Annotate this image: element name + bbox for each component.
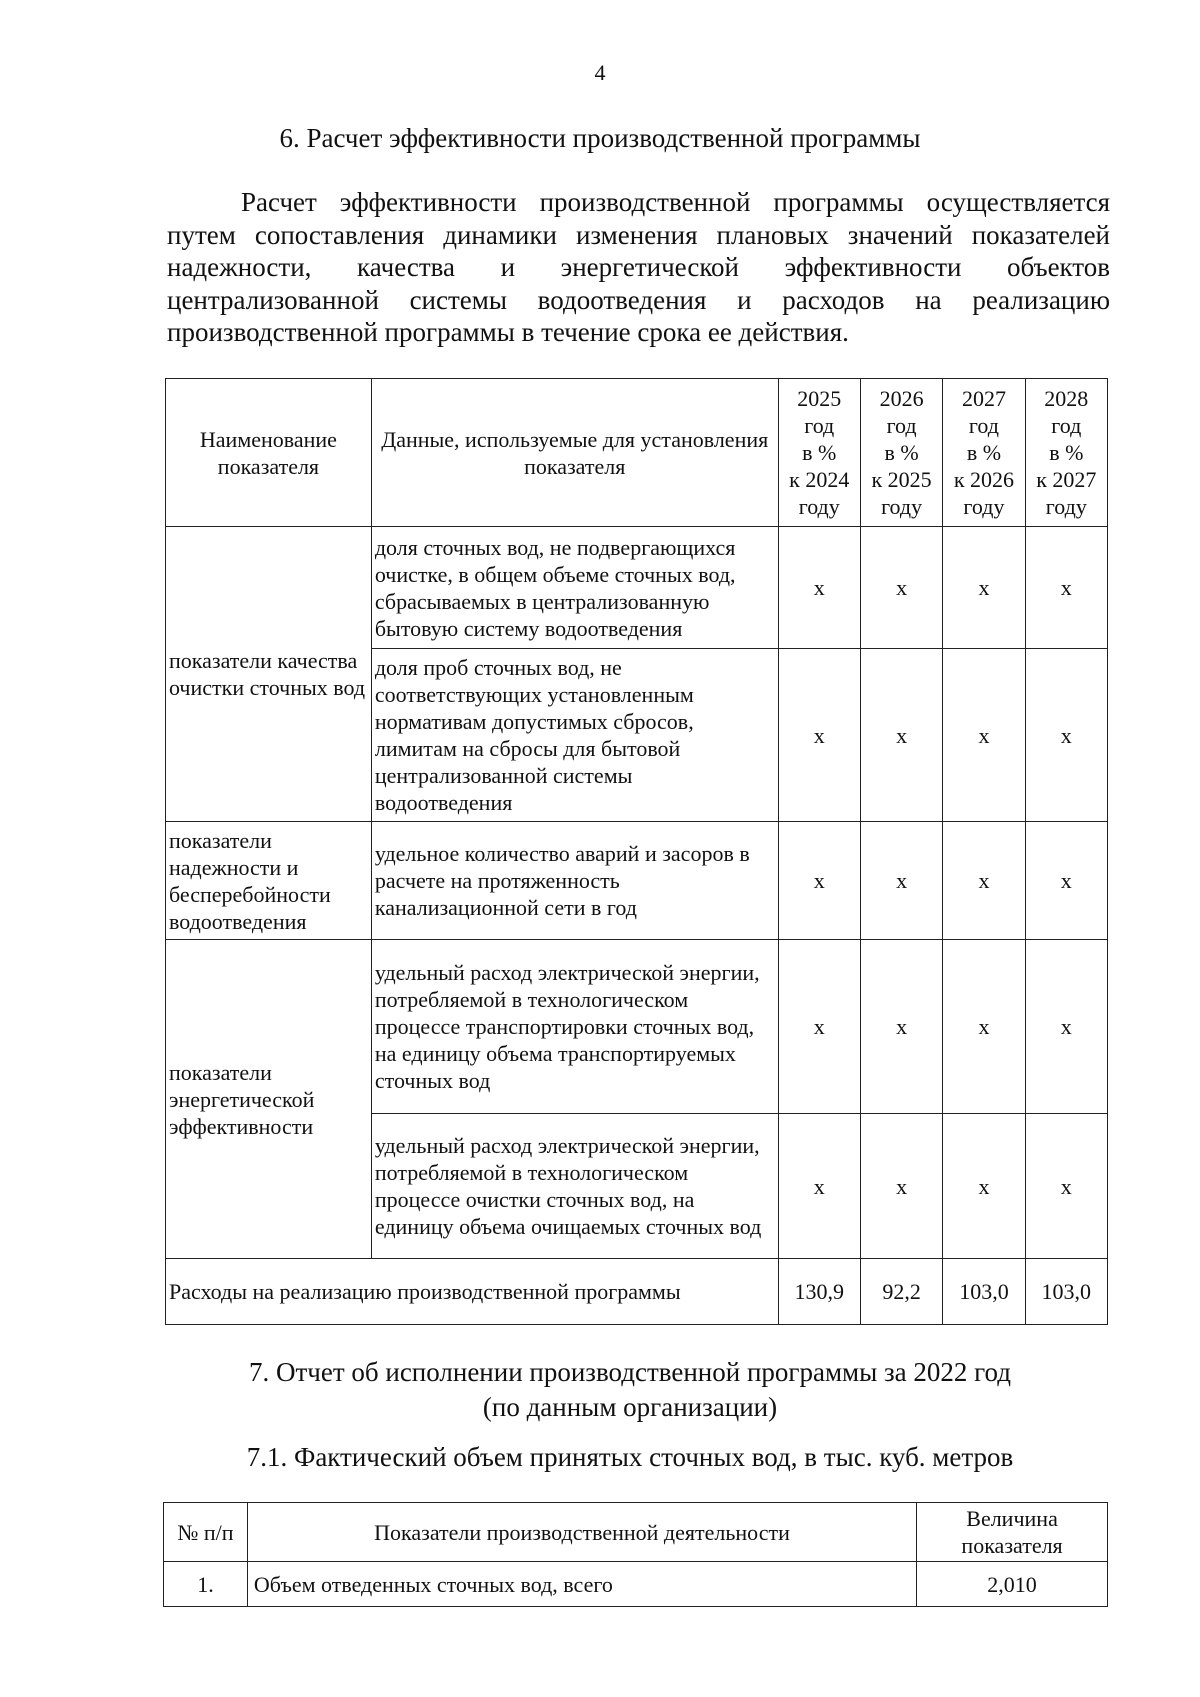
table-header-row bbox=[164, 1503, 1108, 1562]
row-data: доля сточных вод, не подвергающихся очистке, в общем объеме сточных вод, сбрасываемых в централизованную бытовую систему водоотведения bbox=[371, 527, 778, 649]
row-value: x bbox=[943, 649, 1025, 822]
row-value: x bbox=[943, 527, 1025, 649]
efficiency-table bbox=[165, 378, 1108, 1325]
table-row bbox=[166, 527, 1108, 649]
header-year-2025: 2025 год в % к 2024 году bbox=[778, 379, 860, 527]
row-value: x bbox=[943, 940, 1025, 1114]
row-value: x bbox=[943, 1114, 1025, 1259]
table-row bbox=[166, 822, 1108, 940]
row-value: x bbox=[778, 649, 860, 822]
total-value: 92,2 bbox=[860, 1259, 942, 1325]
section-6-paragraph: Расчет эффективности производственной программы осуществляется путем сопоставления динамики изменения плановых значений показателей надежности, качества и энергетической эффективности объектов централизованной системы водоотведения и расходов на реализацию производственной программы в течение срока ее действия. bbox=[167, 187, 1110, 347]
header-value: Величина показателя bbox=[917, 1503, 1108, 1562]
row-value: x bbox=[778, 940, 860, 1114]
row-value: x bbox=[1025, 1114, 1107, 1259]
total-value: 103,0 bbox=[1025, 1259, 1107, 1325]
section-7-1-title: 7.1. Фактический объем принятых сточных вод, в тыс. куб. метров bbox=[246, 1442, 1014, 1472]
section-6-title: 6. Расчет эффективности производственной программы bbox=[279, 123, 921, 153]
row-data: доля проб сточных вод, не соответствующих установленным нормативам допустимых сбросов, лимитам на сбросы для бытовой централизованной системы водоотведения bbox=[371, 649, 778, 822]
row-value: x bbox=[860, 1114, 942, 1259]
section-7-title: 7. Отчет об исполнении производственной программы за 2022 год bbox=[248, 1357, 1012, 1387]
header-indicator: Показатели производственной деятельности bbox=[247, 1503, 916, 1562]
row-value: x bbox=[860, 822, 942, 940]
row-num: 1. bbox=[164, 1562, 248, 1607]
row-value: x bbox=[943, 822, 1025, 940]
page-number: 4 bbox=[594, 60, 606, 85]
total-row bbox=[166, 1259, 1108, 1325]
table-row bbox=[164, 1562, 1108, 1607]
row-value: x bbox=[860, 940, 942, 1114]
group-energy: показатели энергетической эффективности bbox=[166, 940, 372, 1259]
table-header-row bbox=[166, 379, 1108, 527]
row-value: x bbox=[1025, 822, 1107, 940]
row-value: x bbox=[1025, 649, 1107, 822]
group-quality: показатели качества очистки сточных вод bbox=[166, 527, 372, 822]
row-name: Объем отведенных сточных вод, всего bbox=[247, 1562, 916, 1607]
row-data: удельное количество аварий и засоров в расчете на протяженность канализационной сети в год bbox=[371, 822, 778, 940]
row-value: x bbox=[1025, 940, 1107, 1114]
row-data: удельный расход электрической энергии, потребляемой в технологическом процессе очистки сточных вод, на единицу объема очищаемых сточных вод bbox=[371, 1114, 778, 1259]
row-value: x bbox=[778, 527, 860, 649]
total-label: Расходы на реализацию производственной программы bbox=[166, 1259, 779, 1325]
row-value: x bbox=[860, 649, 942, 822]
header-num: № п/п bbox=[164, 1503, 248, 1562]
total-value: 130,9 bbox=[778, 1259, 860, 1325]
row-value: x bbox=[778, 1114, 860, 1259]
total-value: 103,0 bbox=[943, 1259, 1025, 1325]
header-year-2028: 2028 год в % к 2027 году bbox=[1025, 379, 1107, 527]
row-value: 2,010 bbox=[917, 1562, 1108, 1607]
row-value: x bbox=[860, 527, 942, 649]
header-data: Данные, используемые для установления показателя bbox=[371, 379, 778, 527]
volume-table bbox=[163, 1502, 1108, 1607]
header-name: Наименование показателя bbox=[166, 379, 372, 527]
row-value: x bbox=[778, 822, 860, 940]
row-value: x bbox=[1025, 527, 1107, 649]
header-year-2027: 2027 год в % к 2026 году bbox=[943, 379, 1025, 527]
row-data: удельный расход электрической энергии, потребляемой в технологическом процессе транспортировки сточных вод, на единицу объема транспортируемых сточных вод bbox=[371, 940, 778, 1114]
group-reliability: показатели надежности и бесперебойности водоотведения bbox=[166, 822, 372, 940]
table-row bbox=[166, 940, 1108, 1114]
section-7-title-line2: (по данным организации) bbox=[482, 1392, 778, 1422]
header-year-2026: 2026 год в % к 2025 году bbox=[860, 379, 942, 527]
